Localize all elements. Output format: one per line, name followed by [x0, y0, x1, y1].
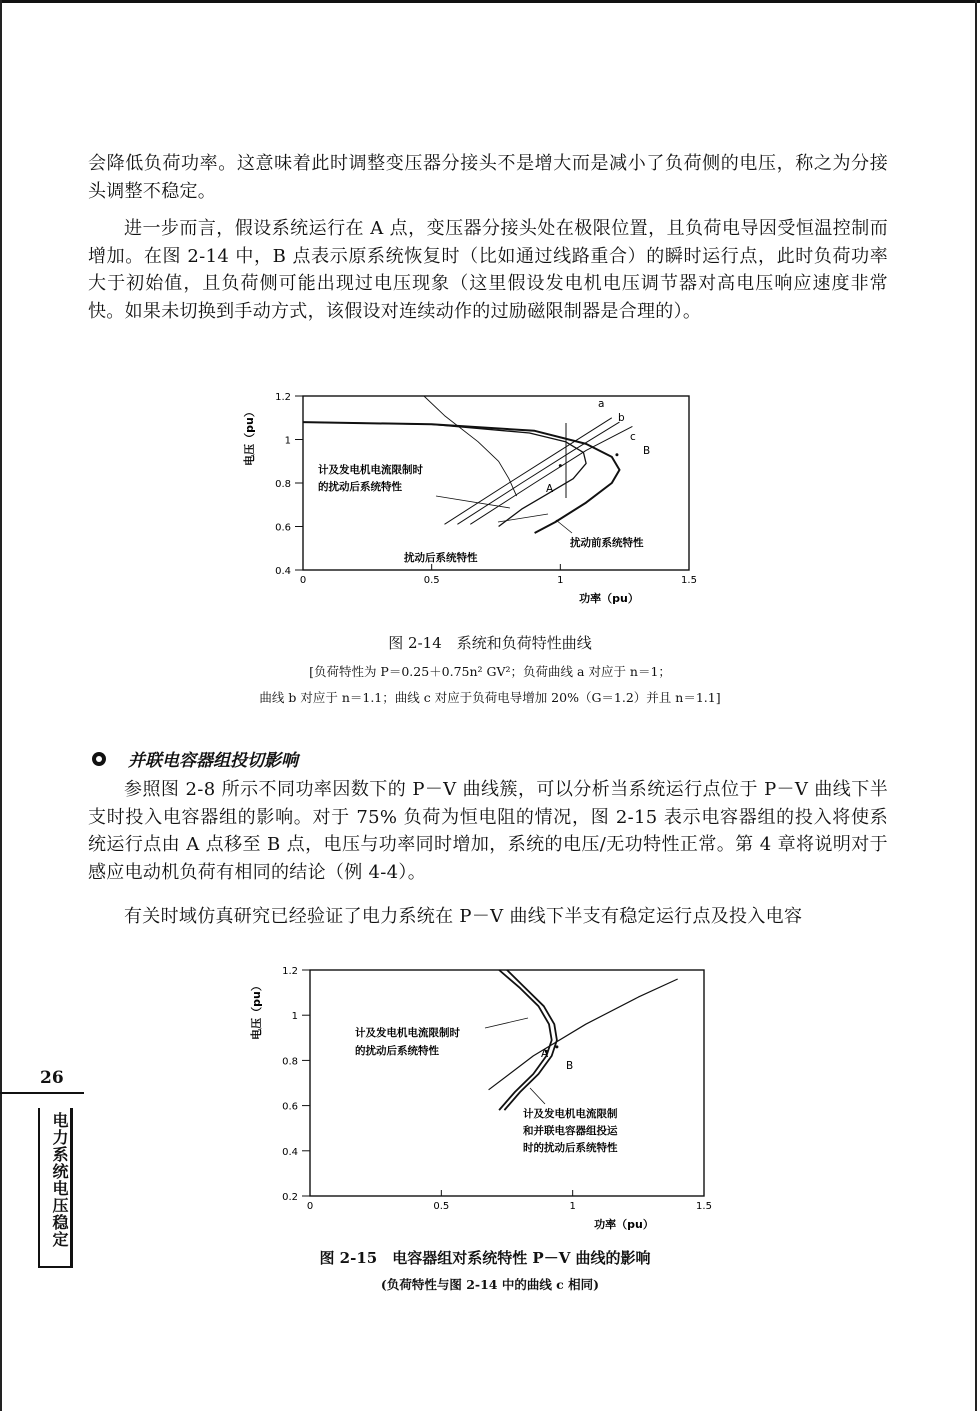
y-axis-label: 电压（pu）: [243, 406, 256, 466]
series-line-3: [489, 979, 678, 1090]
x-axis-label: 功率（pu）: [594, 1218, 654, 1231]
annotation-cap_2: 和并联电容器组投运: [523, 1125, 618, 1137]
y-axis-label: 电压（pu）: [250, 980, 263, 1040]
annotation-limit_1: 计及发电机电流限制时: [355, 1027, 460, 1039]
x-tick-label: 1.5: [681, 575, 697, 586]
annotation-cap_1: 计及发电机电流限制: [523, 1108, 618, 1120]
figure-2-14-note-1: [负荷特性为 P＝0.25＋0.75n² GV²；负荷曲线 a 对应于 n＝1；: [309, 664, 671, 679]
annotation-A: A: [541, 1048, 549, 1060]
x-tick-label: 1: [557, 575, 564, 586]
y-tick-label: 1.2: [275, 392, 291, 403]
leader-cap: [530, 1088, 545, 1104]
series-line-1: [499, 970, 552, 1110]
page-number-rule: [0, 1092, 84, 1094]
y-tick-label: 0.6: [282, 1101, 298, 1113]
paragraph-4: 有关时域仿真研究已经验证了电力系统在 P－V 曲线下半支有稳定运行点及投入电容: [124, 906, 803, 927]
y-tick-label: 0.8: [275, 479, 291, 490]
plot-frame: [310, 970, 704, 1196]
section-heading-text: 并联电容器组投切影响: [128, 751, 298, 771]
annotation-c: c: [630, 431, 636, 443]
figure-2-15-note: (负荷特性与图 2-14 中的曲线 c 相同): [380, 1277, 600, 1292]
figure-2-14-caption: 图 2-14 系统和负荷特性曲线: [388, 634, 592, 652]
x-tick-label: 0: [306, 1201, 314, 1212]
annotation-B: B: [566, 1060, 574, 1072]
y-tick-label: 1: [291, 1011, 298, 1023]
y-tick-label: 0.2: [282, 1192, 298, 1203]
annotation-B: B: [643, 445, 651, 457]
y-tick-label: 0.4: [275, 566, 291, 577]
x-axis-label: 功率（pu）: [579, 592, 639, 605]
annotation-limit_2: 的扰动后系统特性: [355, 1045, 439, 1057]
leader-limit: [485, 1018, 528, 1028]
annotation-pre: 扰动前系统特性: [570, 537, 644, 549]
paragraph-2: 进一步而言，假设系统运行在 A 点，变压器分接头处在极限位置，且负荷电导因受恒温控制而增加。在图 2-14 中，B 点表示原系统恢复时（比如通过线路重合）的瞬时运行点，此时负荷功率大于初始值，且负荷侧可能出现过电压现象（这里假设发电机电压调节器对高电压响应速度非常快。如果未切换到手动方式，该假设对连续动作的过励磁限制器是合理的）。: [88, 218, 888, 322]
x-tick-label: 0.5: [423, 575, 440, 586]
y-tick-label: 1.2: [282, 966, 298, 977]
annotation-cap_3: 时的扰动后系统特性: [523, 1142, 618, 1154]
side-tab: [38, 1108, 73, 1268]
side-tab-title: 电力系统电压稳定: [50, 1112, 69, 1248]
annotation-limit_2: 的扰动后系统特性: [318, 481, 402, 493]
x-tick-label: 0.5: [433, 1201, 450, 1212]
annotation-a: a: [598, 398, 605, 410]
paragraph-3: 参照图 2-8 所示不同功率因数下的 P－V 曲线簇，可以分析当系统运行点位于 P－V 曲线下半支时投入电容器组的影响。对于 75% 负荷为恒电阻的情况，图 2-15 表示电容器组的投入将使系统运行点由 A 点移至 B 点，电压与功率同时增加，系统的电压/无功特性正常。第 4 章将说明对于感应电动机负荷有相同的结论（例 4-4）。: [88, 779, 888, 883]
annotation-A: A: [546, 483, 554, 495]
x-tick-label: 1: [569, 1201, 576, 1212]
y-tick-label: 0.8: [282, 1056, 298, 1068]
paragraph-1: 会降低负荷功率。这意味着此时调整变压器分接头不是增大而是减小了负荷侧的电压，称之为分接头调整不稳定。: [88, 153, 888, 202]
figure-2-15-caption: 图 2-15 电容器组对系统特性 P－V 曲线的影响: [319, 1249, 651, 1267]
figure-2-14-note-2: 曲线 b 对应于 n＝1.1；曲线 c 对应于负荷电导增加 20%（G＝1.2）并且 n＝1.1]: [259, 690, 721, 705]
y-tick-label: 0.4: [282, 1146, 298, 1158]
x-tick-label: 0: [299, 575, 307, 586]
x-tick-label: 1.5: [696, 1201, 712, 1212]
page-number: 26: [40, 1068, 64, 1088]
annotation-b: b: [618, 412, 625, 424]
point-B: [555, 1045, 558, 1048]
annotation-post: 扰动后系统特性: [404, 552, 478, 564]
y-tick-label: 1: [284, 435, 291, 447]
annotation-limit_1: 计及发电机电流限制时: [318, 464, 423, 476]
y-tick-label: 0.6: [275, 522, 291, 534]
